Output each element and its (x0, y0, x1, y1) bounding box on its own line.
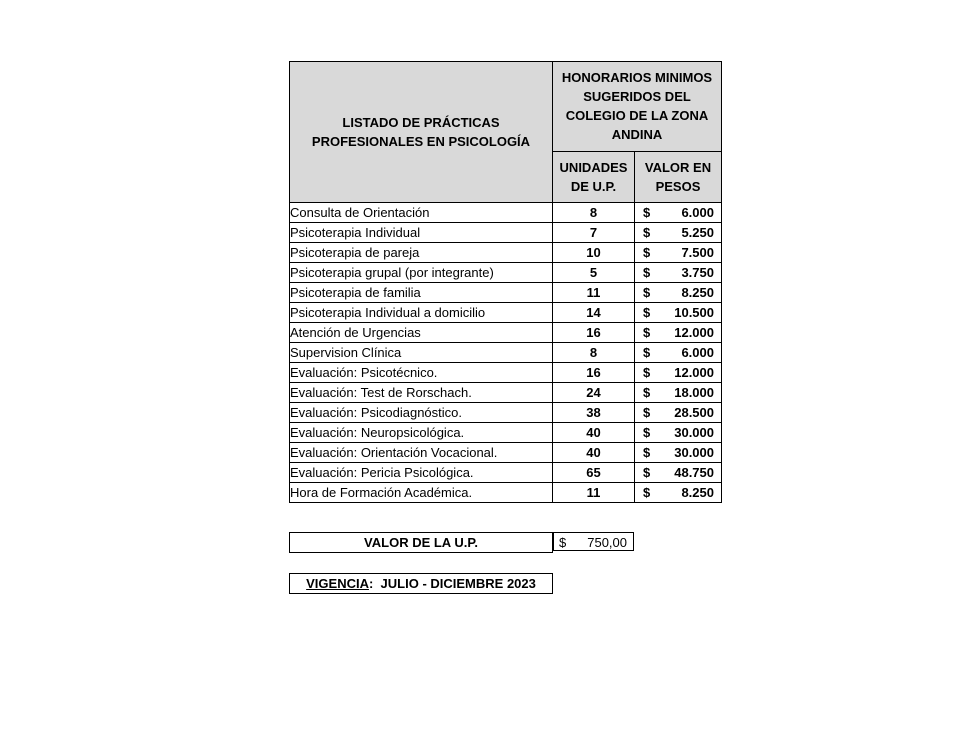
practice-units: 10 (553, 243, 635, 263)
currency-symbol: $ (643, 385, 651, 400)
up-value-label: VALOR DE LA U.P. (289, 532, 553, 553)
currency-symbol: $ (643, 225, 651, 240)
value-header-line2: PESOS (655, 178, 701, 194)
practice-value-amount: 12.000 (674, 365, 714, 380)
currency-symbol: $ (643, 425, 651, 440)
practice-value-amount: 8.250 (681, 285, 714, 300)
up-currency-symbol: $ (559, 535, 567, 550)
table-row (290, 243, 722, 263)
practice-value-cell (635, 383, 722, 403)
currency-symbol: $ (643, 265, 651, 280)
practice-value-amount: 5.250 (681, 225, 714, 240)
table-row (290, 443, 722, 463)
practices-header-line1: LISTADO DE PRÁCTICAS (342, 115, 500, 130)
practice-value-amount: 8.250 (681, 485, 714, 500)
practice-name: Psicoterapia de familia (290, 283, 553, 303)
practice-value-amount: 6.000 (681, 345, 714, 360)
practice-value-cell (635, 303, 722, 323)
table-row (290, 483, 722, 503)
practice-value-amount: 30.000 (674, 445, 714, 460)
practice-value-cell (635, 243, 722, 263)
practice-units: 8 (553, 343, 635, 363)
practice-name: Hora de Formación Académica. (290, 483, 553, 503)
practice-name: Evaluación: Psicodiagnóstico. (290, 403, 553, 423)
value-header-line1: VALOR EN (644, 159, 712, 175)
practice-units: 16 (553, 363, 635, 383)
practice-value-cell (635, 343, 722, 363)
practice-name: Psicoterapia Individual (290, 223, 553, 243)
currency-symbol: $ (643, 285, 651, 300)
practice-value-amount: 48.750 (674, 465, 714, 480)
practice-units: 40 (553, 443, 635, 463)
practice-value-amount: 28.500 (674, 405, 714, 420)
practice-name: Psicoterapia grupal (por integrante) (290, 263, 553, 283)
vigencia-box (289, 573, 553, 594)
practice-units: 40 (553, 423, 635, 443)
practice-name: Psicoterapia de pareja (290, 243, 553, 263)
practice-units: 65 (553, 463, 635, 483)
practice-units: 14 (553, 303, 635, 323)
table-row (290, 463, 722, 483)
practice-value-amount: 18.000 (674, 385, 714, 400)
practice-units: 11 (553, 283, 635, 303)
up-value-cell (553, 532, 634, 551)
practice-name: Evaluación: Test de Rorschach. (290, 383, 553, 403)
practice-value-amount: 3.750 (681, 265, 714, 280)
currency-symbol: $ (643, 305, 651, 320)
currency-symbol: $ (643, 245, 651, 260)
table-row (290, 343, 722, 363)
table-row (290, 423, 722, 443)
table-row (290, 203, 722, 223)
fees-table-container (289, 61, 722, 503)
practice-name: Supervision Clínica (290, 343, 553, 363)
table-row (290, 223, 722, 243)
practice-units: 24 (553, 383, 635, 403)
units-column-header (553, 151, 635, 202)
practice-units: 16 (553, 323, 635, 343)
fees-group-header (553, 62, 722, 152)
practice-value-amount: 7.500 (681, 245, 714, 260)
up-value-amount: 750,00 (587, 535, 627, 550)
currency-symbol: $ (643, 445, 651, 460)
fees-header-line4: ANDINA (611, 127, 663, 143)
practice-value-cell (635, 263, 722, 283)
practice-value-cell (635, 283, 722, 303)
practice-value-amount: 10.500 (674, 305, 714, 320)
currency-symbol: $ (643, 465, 651, 480)
fees-header-line2: SUGERIDOS DEL (583, 89, 691, 105)
practice-units: 5 (553, 263, 635, 283)
vigencia-separator: : (368, 576, 374, 591)
practice-name: Evaluación: Psicotécnico. (290, 363, 553, 383)
practice-value-cell (635, 463, 722, 483)
currency-symbol: $ (643, 325, 651, 340)
practice-value-cell (635, 403, 722, 423)
practice-name: Evaluación: Pericia Psicológica. (290, 463, 553, 483)
fees-table (289, 61, 722, 503)
units-header-line1: UNIDADES (559, 159, 628, 175)
practices-list-header (290, 62, 553, 203)
practice-units: 38 (553, 403, 635, 423)
table-row (290, 363, 722, 383)
currency-symbol: $ (643, 365, 651, 380)
practice-value-amount: 30.000 (674, 425, 714, 440)
practices-header-line2: PROFESIONALES EN PSICOLOGÍA (311, 134, 531, 149)
header-row-top (290, 62, 722, 152)
practice-value-cell (635, 363, 722, 383)
table-row (290, 323, 722, 343)
practice-value-cell (635, 323, 722, 343)
currency-symbol: $ (643, 405, 651, 420)
table-row (290, 283, 722, 303)
currency-symbol: $ (643, 345, 651, 360)
practice-units: 7 (553, 223, 635, 243)
vigencia-period: JULIO - DICIEMBRE 2023 (380, 576, 536, 591)
practice-name: Consulta de Orientación (290, 203, 553, 223)
table-row (290, 263, 722, 283)
fees-header-line3: COLEGIO DE LA ZONA (565, 108, 709, 124)
practice-value-amount: 6.000 (681, 205, 714, 220)
practice-name: Psicoterapia Individual a domicilio (290, 303, 553, 323)
currency-symbol: $ (643, 485, 651, 500)
practice-units: 11 (553, 483, 635, 503)
practice-name: Evaluación: Orientación Vocacional. (290, 443, 553, 463)
practice-value-cell (635, 423, 722, 443)
vigencia-label: VIGENCIA (306, 576, 369, 591)
value-column-header (635, 151, 722, 202)
practice-value-amount: 12.000 (674, 325, 714, 340)
currency-symbol: $ (643, 205, 651, 220)
practice-value-cell (635, 443, 722, 463)
table-row (290, 303, 722, 323)
practice-name: Evaluación: Neuropsicológica. (290, 423, 553, 443)
practice-value-cell (635, 483, 722, 503)
units-header-line2: DE U.P. (570, 178, 617, 194)
table-row (290, 403, 722, 423)
practice-name: Atención de Urgencias (290, 323, 553, 343)
fees-header-line1: HONORARIOS MINIMOS (561, 70, 713, 86)
table-row (290, 383, 722, 403)
practice-value-cell (635, 203, 722, 223)
practice-units: 8 (553, 203, 635, 223)
practice-value-cell (635, 223, 722, 243)
